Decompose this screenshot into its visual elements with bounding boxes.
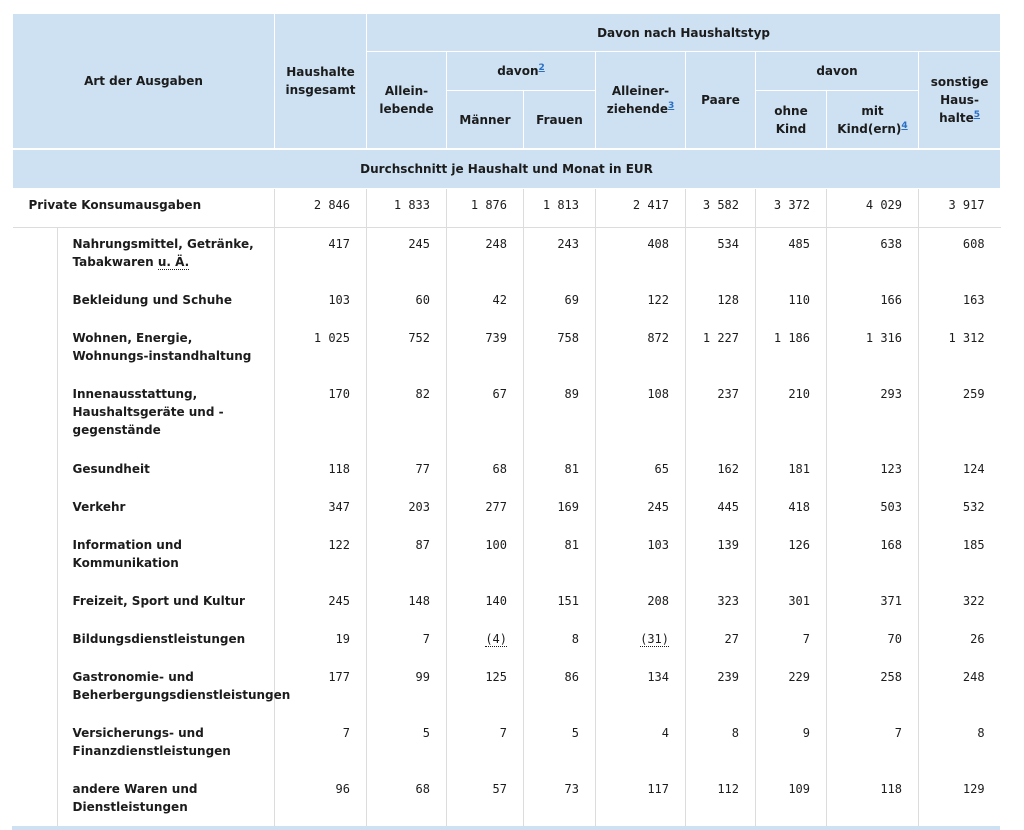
table-cell	[367, 453, 447, 491]
cell-value: 203	[408, 500, 430, 514]
cell-value: 169	[557, 500, 579, 514]
table-cell	[524, 623, 596, 661]
cell-value: 81	[564, 538, 579, 552]
cell-value: 96	[335, 782, 350, 796]
header-art: Art der Ausgaben	[13, 14, 275, 150]
table-cell	[275, 453, 367, 491]
table-cell	[827, 773, 919, 829]
table-cell	[919, 717, 1001, 773]
cell-value: 322	[962, 594, 985, 608]
table-cell	[919, 491, 1001, 529]
header-davon-kinder: davon	[756, 52, 919, 91]
table-cell	[919, 189, 1001, 228]
table-row	[13, 661, 1001, 717]
table-row	[13, 284, 1001, 322]
row-label: Bekleidung und Schuhe	[13, 284, 275, 322]
cell-value: 122	[647, 293, 669, 307]
cell-value: 5	[571, 726, 579, 740]
cell-value: 418	[788, 500, 810, 514]
cell-value: 140	[485, 594, 507, 608]
cell-value: 237	[717, 387, 739, 401]
cell-value: 2 417	[632, 198, 669, 212]
footnote-link-2[interactable]: 2	[538, 63, 545, 73]
cell-value: 872	[647, 331, 669, 345]
table-cell	[447, 717, 524, 773]
cell-value: 60	[415, 293, 430, 307]
table-cell	[367, 228, 447, 285]
table-cell	[596, 585, 686, 623]
cell-value: 1 312	[948, 331, 985, 345]
row-label: Freizeit, Sport und Kultur	[13, 585, 275, 623]
cell-value: 139	[717, 538, 739, 552]
table-cell	[596, 453, 686, 491]
table-cell	[367, 773, 447, 829]
table-cell	[275, 228, 367, 285]
table-cell	[367, 284, 447, 322]
table-cell	[596, 189, 686, 228]
cell-value: 118	[328, 462, 350, 476]
cell-value: (4)	[485, 632, 507, 646]
cell-value: 5	[422, 726, 430, 740]
table-cell	[367, 189, 447, 228]
table-cell	[524, 378, 596, 453]
table-row	[13, 773, 1001, 829]
cell-value: 2 846	[313, 198, 350, 212]
table-cell	[275, 717, 367, 773]
table-cell	[447, 378, 524, 453]
cell-value: 8	[977, 726, 985, 740]
cell-value: 739	[485, 331, 507, 345]
cell-value: 166	[880, 293, 902, 307]
table-cell	[686, 773, 756, 829]
row-label: Gastronomie- und Beherbergungsdienstleistungen	[13, 661, 275, 717]
table-cell	[275, 585, 367, 623]
cell-value: 229	[788, 670, 810, 684]
cell-value: 7	[342, 726, 350, 740]
cell-value: 122	[328, 538, 350, 552]
table-cell	[827, 228, 919, 285]
cell-value: 69	[564, 293, 579, 307]
cell-value: 259	[962, 387, 985, 401]
cell-value: 347	[328, 500, 350, 514]
table-row	[13, 322, 1001, 378]
cell-value: 210	[788, 387, 810, 401]
row-label: Private Konsumausgaben	[13, 189, 275, 228]
cell-value: 68	[415, 782, 430, 796]
cell-value: 7	[894, 726, 902, 740]
cell-value: 110	[788, 293, 810, 307]
table-cell	[919, 322, 1001, 378]
table-cell	[919, 661, 1001, 717]
table-cell	[524, 189, 596, 228]
table-cell	[827, 189, 919, 228]
cell-value: 3 917	[948, 198, 985, 212]
table-cell	[756, 623, 827, 661]
cell-value: 99	[415, 670, 430, 684]
row-label: Information und Kommunikation	[13, 529, 275, 585]
cell-value: 248	[962, 670, 985, 684]
cell-value: (31)	[640, 632, 669, 646]
cell-value: 1 833	[393, 198, 430, 212]
table-cell	[919, 228, 1001, 285]
table-cell	[756, 661, 827, 717]
cell-value: 134	[647, 670, 669, 684]
cell-value: 638	[880, 237, 902, 251]
cell-value: 103	[328, 293, 350, 307]
table-cell	[447, 228, 524, 285]
cell-value: 534	[717, 237, 739, 251]
cell-value: 118	[880, 782, 902, 796]
cell-value: 8	[731, 726, 739, 740]
table-cell	[275, 378, 367, 453]
header-alleinlebende: Allein-lebende	[367, 52, 447, 150]
table-cell	[447, 623, 524, 661]
cell-value: 3 582	[702, 198, 739, 212]
table-cell	[756, 717, 827, 773]
cell-value: 151	[557, 594, 579, 608]
table-cell	[827, 623, 919, 661]
cell-value: 277	[485, 500, 507, 514]
cell-value: 67	[492, 387, 507, 401]
cell-value: 7	[499, 726, 507, 740]
row-label: Verkehr	[13, 491, 275, 529]
row-label: Innenausstattung, Haushaltsgeräte und -gegenstände	[13, 378, 275, 453]
cell-value: 1 316	[865, 331, 902, 345]
cell-value: 245	[408, 237, 430, 251]
table-cell	[447, 661, 524, 717]
table-cell	[686, 453, 756, 491]
table-cell	[596, 228, 686, 285]
table-cell	[686, 228, 756, 285]
cell-value: 117	[647, 782, 669, 796]
header-davon-nach-haushaltstyp: Davon nach Haushaltstyp	[367, 14, 1001, 52]
cell-value: 758	[557, 331, 579, 345]
table-cell	[827, 453, 919, 491]
cell-value: 73	[564, 782, 579, 796]
table-cell	[756, 322, 827, 378]
table-cell	[447, 773, 524, 829]
cell-value: 208	[647, 594, 669, 608]
cell-value: 752	[408, 331, 430, 345]
table-cell	[919, 378, 1001, 453]
table-cell	[524, 661, 596, 717]
table-cell	[756, 228, 827, 285]
table-cell	[275, 491, 367, 529]
table-cell	[447, 491, 524, 529]
table-cell	[447, 189, 524, 228]
cell-value: 26	[970, 632, 985, 646]
table-cell	[596, 491, 686, 529]
table-cell	[686, 322, 756, 378]
cell-value: 125	[485, 670, 507, 684]
cell-value: 103	[647, 538, 669, 552]
table-row	[13, 189, 1001, 228]
table-row	[13, 623, 1001, 661]
table-row	[13, 585, 1001, 623]
unit-row: Durchschnitt je Haushalt und Monat in EUR	[13, 149, 1001, 189]
table-body	[13, 189, 1001, 830]
cell-value: 181	[788, 462, 810, 476]
table-cell	[756, 284, 827, 322]
cell-value: 503	[880, 500, 902, 514]
table-cell	[919, 284, 1001, 322]
table-cell	[827, 491, 919, 529]
table-cell	[686, 378, 756, 453]
cell-value: 81	[564, 462, 579, 476]
cell-value: 129	[962, 782, 985, 796]
cell-value: 170	[328, 387, 350, 401]
table-cell	[596, 623, 686, 661]
cell-value: 27	[724, 632, 739, 646]
cell-value: 162	[717, 462, 739, 476]
cell-value: 128	[717, 293, 739, 307]
cell-value: 148	[408, 594, 430, 608]
abbreviation: u. Ä.	[157, 255, 190, 269]
cell-value: 248	[485, 237, 507, 251]
table-cell	[686, 585, 756, 623]
table-cell	[596, 284, 686, 322]
table-cell	[447, 453, 524, 491]
table-cell	[919, 585, 1001, 623]
cell-value: 177	[328, 670, 350, 684]
cell-value: 3 372	[773, 198, 810, 212]
cell-value: 112	[717, 782, 739, 796]
footnote-link-3[interactable]: 3	[667, 101, 675, 111]
cell-value: 70	[887, 632, 902, 646]
table-cell	[596, 717, 686, 773]
table-cell	[524, 773, 596, 829]
header-frauen: Frauen	[524, 91, 596, 150]
table-cell	[827, 378, 919, 453]
table-cell	[919, 773, 1001, 829]
table-cell	[756, 773, 827, 829]
cell-value: 124	[962, 462, 985, 476]
cell-value: 108	[647, 387, 669, 401]
row-label: Bildungsdienstleistungen	[13, 623, 275, 661]
table-cell	[827, 529, 919, 585]
table-cell	[596, 529, 686, 585]
table-cell	[524, 717, 596, 773]
table-cell	[275, 773, 367, 829]
cell-value: 1 813	[542, 198, 579, 212]
table-cell	[367, 322, 447, 378]
cell-value: 163	[962, 293, 985, 307]
cell-value: 301	[788, 594, 810, 608]
cell-value: 239	[717, 670, 739, 684]
cell-value: 532	[962, 500, 985, 514]
cell-value: 371	[880, 594, 902, 608]
cell-value: 100	[485, 538, 507, 552]
table-cell	[367, 623, 447, 661]
table-cell	[524, 453, 596, 491]
header-maenner: Männer	[447, 91, 524, 150]
footnote-link-4[interactable]: 4	[901, 120, 908, 131]
cell-value: 126	[788, 538, 810, 552]
table-cell	[919, 453, 1001, 491]
row-label: Nahrungsmittel, Getränke, Tabakwaren u. Ä.	[13, 228, 275, 285]
table-cell	[827, 717, 919, 773]
table-row	[13, 378, 1001, 453]
header-sonstige-haushalte: sonstige Haus-halte$^5$	[919, 52, 1001, 150]
table-cell	[686, 529, 756, 585]
footnote-link-5[interactable]: 5	[973, 110, 980, 120]
header-haushalte-insgesamt: Haushalte insgesamt	[275, 14, 367, 150]
table-cell	[367, 661, 447, 717]
cell-value: 185	[962, 538, 985, 552]
cell-value: 417	[328, 237, 350, 251]
table-cell	[919, 623, 1001, 661]
table-cell	[686, 491, 756, 529]
header-davon-geschlecht: davon$^2$	[447, 52, 596, 91]
table-cell	[686, 189, 756, 228]
table-row	[13, 453, 1001, 491]
cell-value: 243	[557, 237, 579, 251]
table-cell	[596, 773, 686, 829]
table-row	[13, 717, 1001, 773]
table-cell	[596, 322, 686, 378]
table-cell	[596, 378, 686, 453]
cell-value: 1 227	[702, 331, 739, 345]
table-cell	[447, 529, 524, 585]
cell-value: 4 029	[865, 198, 902, 212]
cell-value: 8	[571, 632, 579, 646]
cell-value: 1 025	[313, 331, 350, 345]
table-cell	[827, 284, 919, 322]
table-cell	[596, 661, 686, 717]
table-row	[13, 529, 1001, 585]
cell-value: 408	[647, 237, 669, 251]
cell-value: 109	[788, 782, 810, 796]
cell-value: 445	[717, 500, 739, 514]
table-cell	[447, 322, 524, 378]
header-paare: Paare	[686, 52, 756, 150]
expenditure-table	[12, 13, 1001, 829]
cell-value: 608	[962, 237, 985, 251]
table-cell	[275, 529, 367, 585]
row-label: Gesundheit	[13, 453, 275, 491]
cell-value: 323	[717, 594, 739, 608]
table-cell	[756, 378, 827, 453]
cell-value: 42	[492, 293, 507, 307]
table-cell	[367, 585, 447, 623]
cell-value: 87	[415, 538, 430, 552]
table-cell	[275, 284, 367, 322]
table-cell	[275, 623, 367, 661]
cell-value: 9	[802, 726, 810, 740]
table-cell	[756, 491, 827, 529]
cell-value: 258	[880, 670, 902, 684]
cell-value: 82	[415, 387, 430, 401]
cell-value: 485	[788, 237, 810, 251]
table-cell	[447, 284, 524, 322]
cell-value: 57	[492, 782, 507, 796]
table-cell	[686, 284, 756, 322]
cell-value: 86	[564, 670, 579, 684]
table-cell	[756, 529, 827, 585]
table-cell	[524, 529, 596, 585]
table-cell	[367, 378, 447, 453]
cell-value: 7	[422, 632, 430, 646]
table-cell	[756, 453, 827, 491]
table-row	[13, 491, 1001, 529]
table-cell	[367, 529, 447, 585]
table-cell	[524, 284, 596, 322]
cell-value: 1 876	[470, 198, 507, 212]
table-cell	[827, 661, 919, 717]
row-label: Wohnen, Energie, Wohnungs-instandhaltung	[13, 322, 275, 378]
table-cell	[275, 189, 367, 228]
cell-value: 1 186	[773, 331, 810, 345]
cell-value: 77	[415, 462, 430, 476]
table-cell	[524, 491, 596, 529]
table-cell	[367, 491, 447, 529]
header-ohne-kind: ohne Kind	[756, 91, 827, 150]
cell-value: 245	[647, 500, 669, 514]
row-label: Versicherungs- und Finanzdienstleistungen	[13, 717, 275, 773]
table-cell	[275, 322, 367, 378]
table-cell	[367, 717, 447, 773]
table-cell	[524, 228, 596, 285]
table-cell	[524, 322, 596, 378]
table-cell	[756, 189, 827, 228]
cell-value: 89	[564, 387, 579, 401]
table-cell	[524, 585, 596, 623]
table-cell	[919, 529, 1001, 585]
table-cell	[447, 585, 524, 623]
table-cell	[827, 585, 919, 623]
cell-value: 4	[661, 726, 669, 740]
table-bottom-bar	[12, 826, 1000, 830]
table-cell	[686, 623, 756, 661]
cell-value: 123	[880, 462, 902, 476]
cell-value: 7	[802, 632, 810, 646]
cell-value: 65	[654, 462, 669, 476]
table-cell	[756, 585, 827, 623]
table-cell	[686, 717, 756, 773]
cell-value: 19	[335, 632, 350, 646]
cell-value: 68	[492, 462, 507, 476]
header-mit-kindern: mit Kind(ern)$^4$	[827, 91, 919, 150]
cell-value: 293	[880, 387, 902, 401]
table-row	[13, 228, 1001, 285]
row-label: andere Waren und Dienstleistungen	[13, 773, 275, 829]
cell-value: 168	[880, 538, 902, 552]
header-alleinerziehende: Alleiner-ziehende$^3$	[596, 52, 686, 150]
cell-value: 245	[328, 594, 350, 608]
table-cell	[827, 322, 919, 378]
table-cell	[686, 661, 756, 717]
